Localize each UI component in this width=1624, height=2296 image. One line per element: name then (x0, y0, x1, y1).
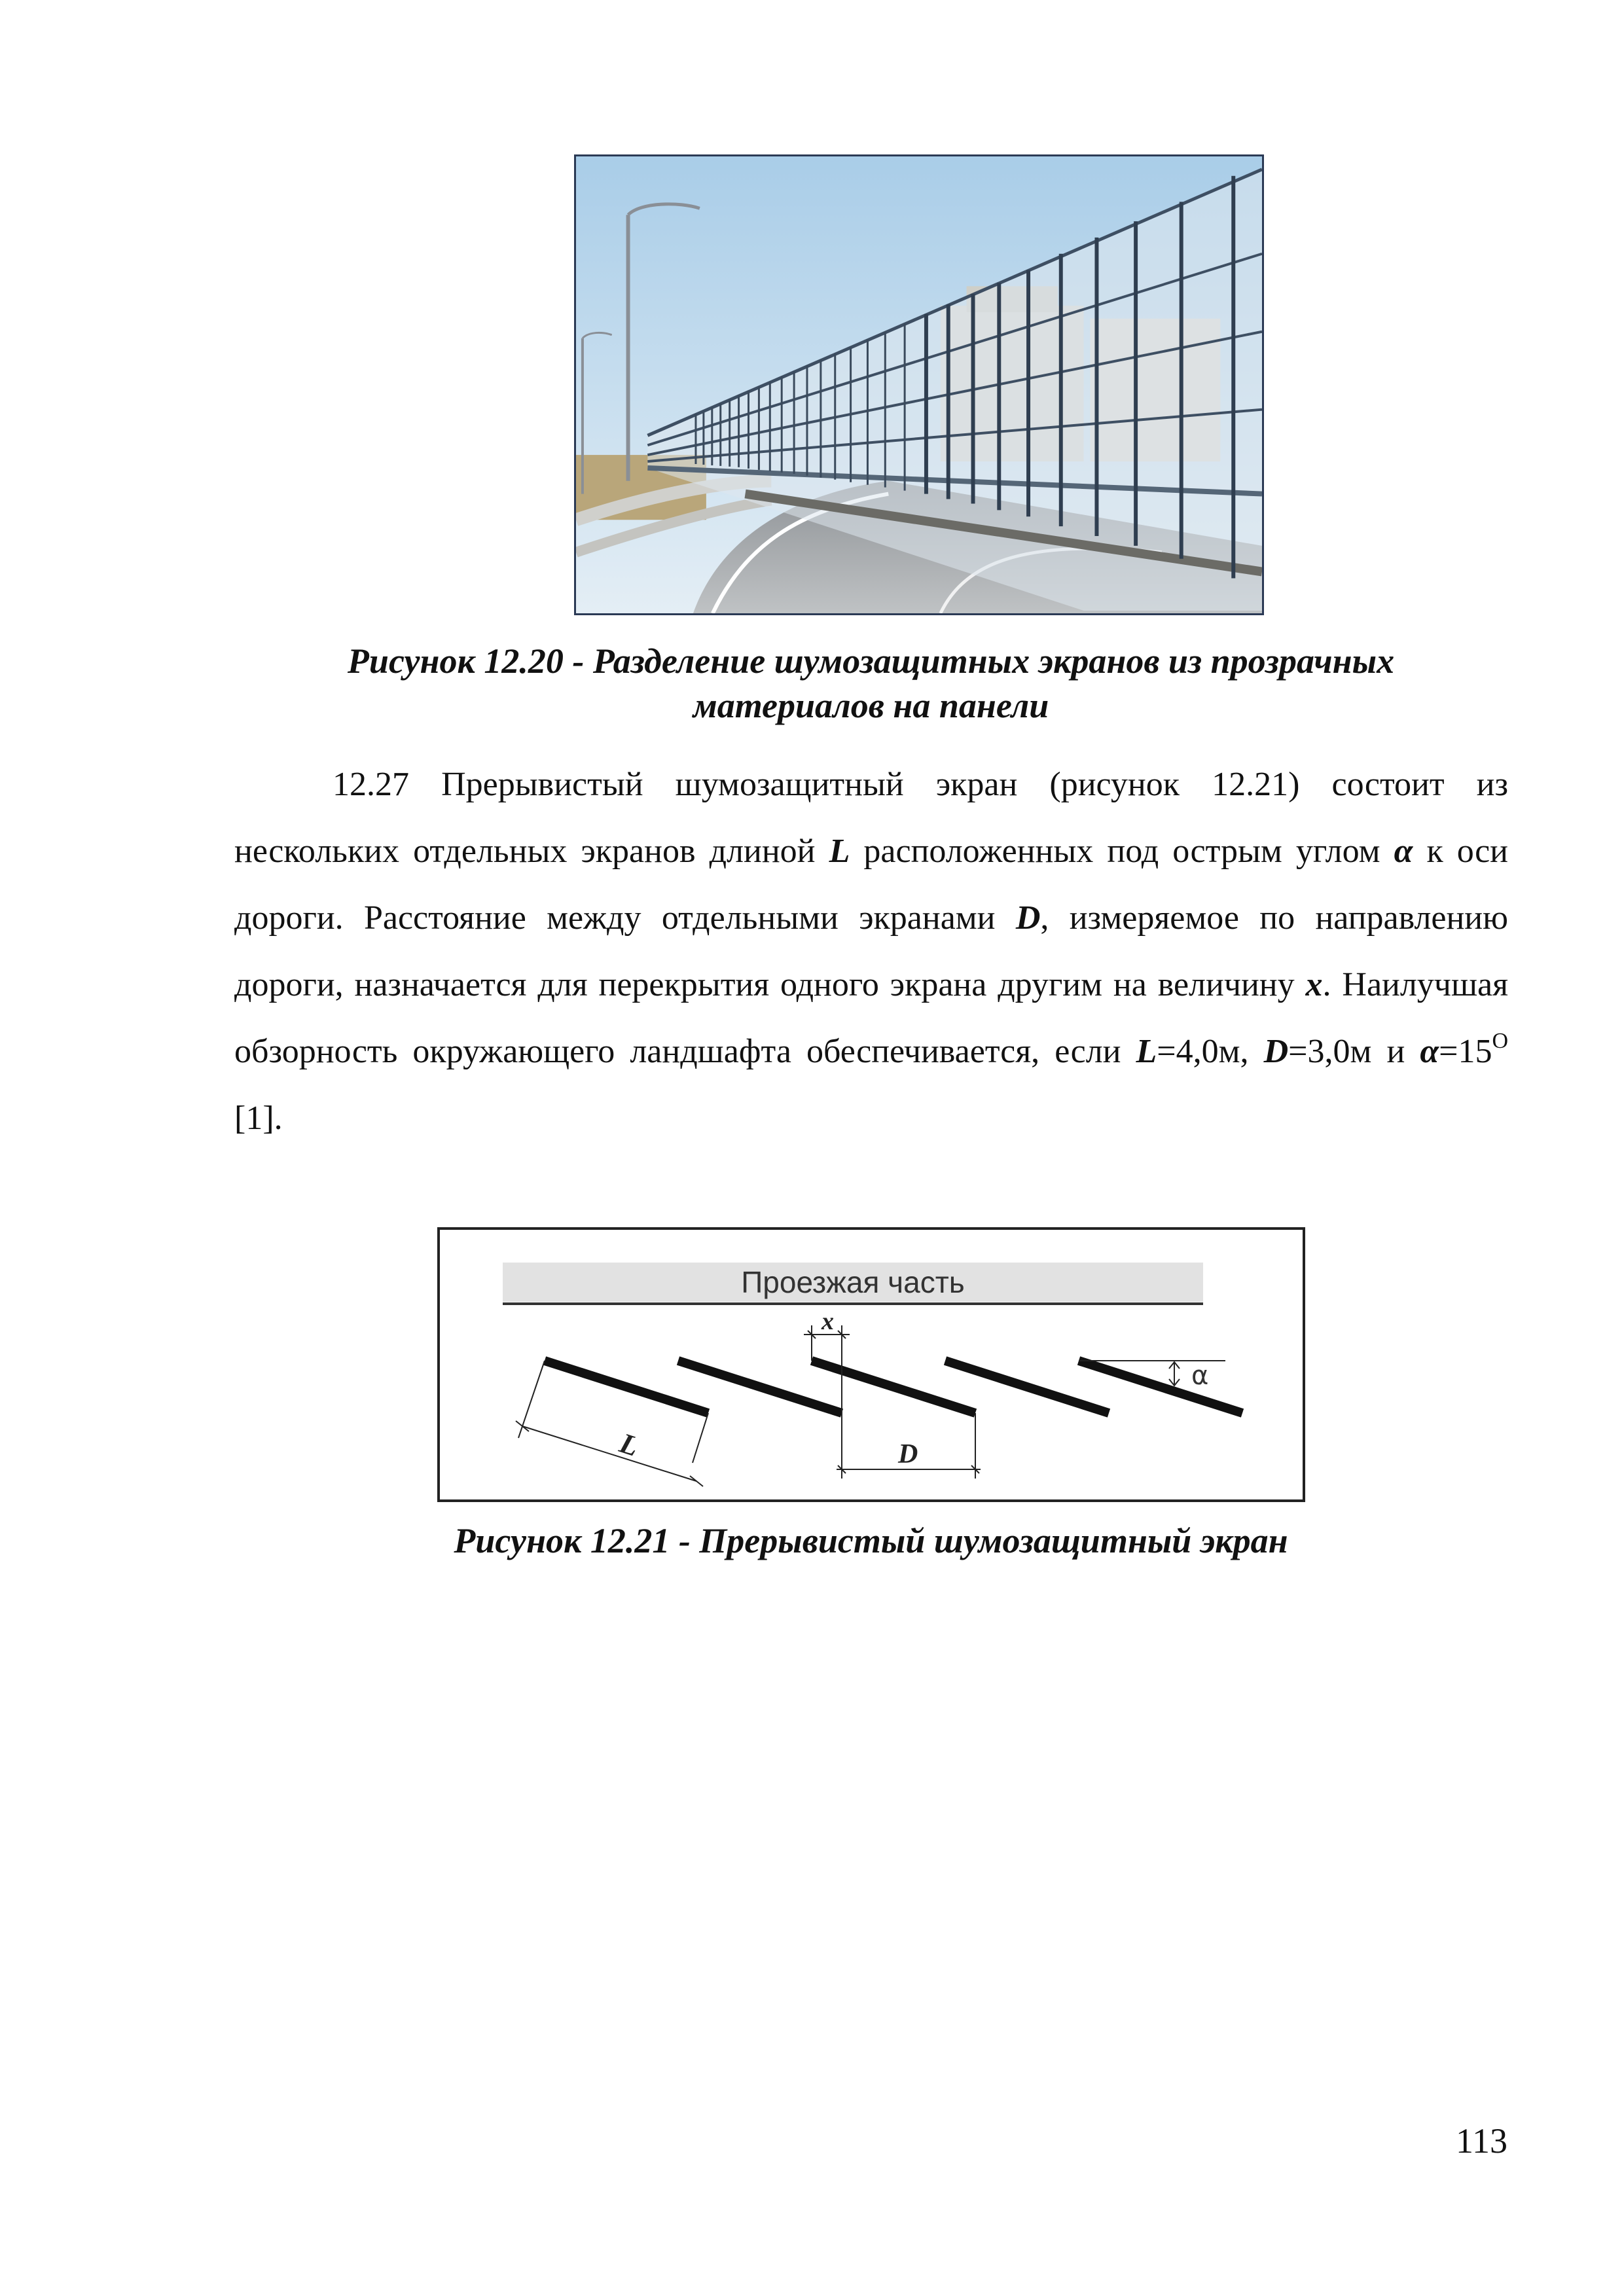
text-segment: =15 (1439, 1033, 1492, 1070)
variable-alpha: α (1420, 1033, 1439, 1070)
road-label: Проезжая часть (741, 1265, 965, 1299)
page-number: 113 (1456, 2121, 1507, 2161)
text-segment: =4,0м, (1157, 1033, 1264, 1070)
text-segment: 12.27 Прерывистый шумозащитный экран (рисунок 12.21) состоит из нескольких отдельных экранов длиной (234, 766, 1508, 870)
label-L: L (615, 1426, 643, 1463)
barrier-segment (945, 1361, 1109, 1413)
text-segment: [1]. (234, 1100, 283, 1137)
variable-D: D (1015, 899, 1041, 937)
variable-alpha: α (1394, 833, 1413, 870)
barrier-segment (1079, 1361, 1242, 1413)
degree-superscript: О (1492, 1029, 1509, 1053)
text-segment: , измеряемое по направлению дороги, назначается для перекрытия одного экрана другим на величину (234, 899, 1508, 1003)
variable-D: D (1263, 1033, 1289, 1070)
figure-12-20-caption (236, 639, 1506, 728)
barrier-layout-drawing (440, 1230, 1303, 1499)
noise-barrier-photo (574, 154, 1264, 615)
barrier-segment (812, 1361, 975, 1413)
intermittent-barrier-diagram (437, 1227, 1305, 1502)
text-segment: =3,0м и (1288, 1033, 1420, 1070)
barrier-segment (678, 1361, 842, 1413)
label-alpha: α (1191, 1361, 1209, 1391)
variable-L: L (1136, 1033, 1157, 1070)
figure-12-21-caption: Рисунок 12.21 - Прерывистый шумозащитный экран (454, 1521, 1288, 1560)
paragraph-12-27 (234, 751, 1508, 1152)
text-segment: к оси дороги. Расстояние между отдельными экранами (234, 833, 1508, 937)
variable-x: x (1305, 966, 1323, 1003)
variable-L: L (829, 833, 850, 870)
text-segment: . Наилучшая обзорность окружающего ландшафта обеспечивается, если (234, 966, 1508, 1070)
caption-line-2: материалов на панели (693, 686, 1049, 725)
label-D: D (898, 1439, 918, 1469)
caption-line-1: Рисунок 12.20 - Разделение шумозащитных экранов из прозрачных (347, 641, 1395, 681)
barrier-segment (545, 1361, 708, 1413)
road-barrier-illustration (576, 156, 1262, 613)
label-x: x (821, 1308, 834, 1335)
text-segment: расположенных под острым углом (850, 833, 1394, 870)
